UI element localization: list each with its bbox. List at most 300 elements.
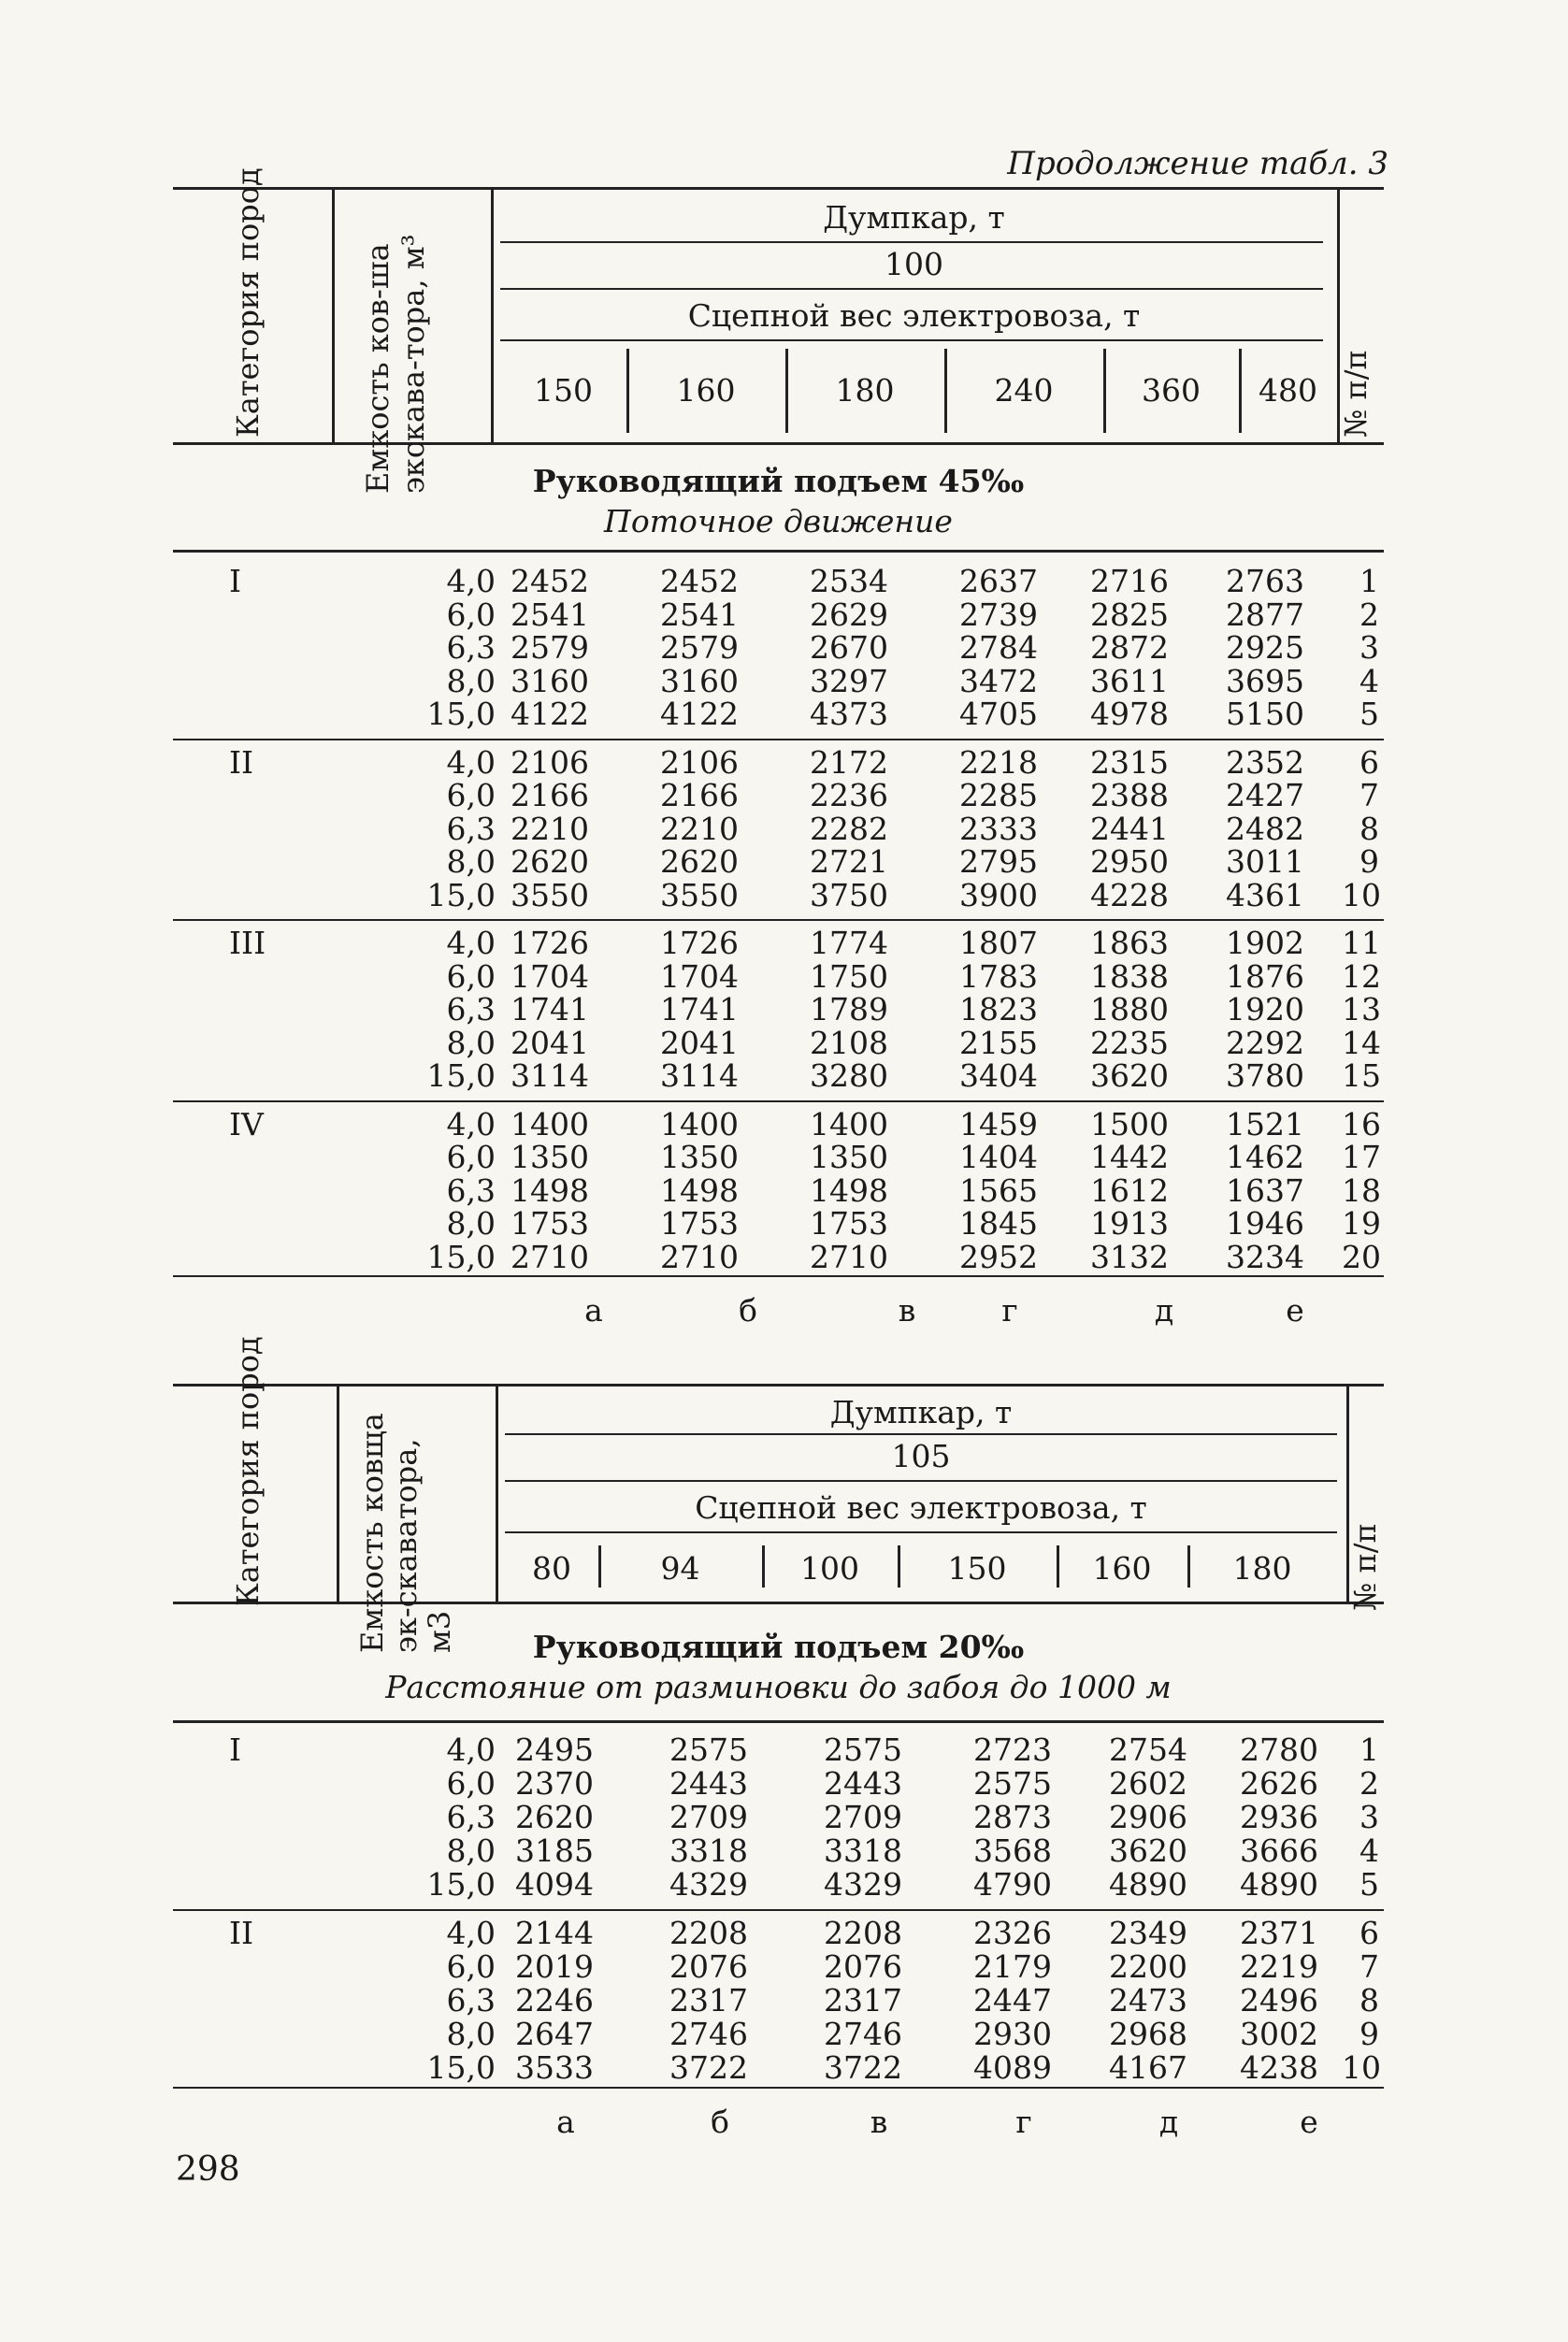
row-number-cell: 1 (1359, 1731, 1379, 1768)
row-number-cell: 9 (1359, 843, 1379, 880)
bucket-capacity-cell: 4,0 (446, 563, 496, 599)
column-letter: г (1001, 1292, 1018, 1329)
value-cell: 2210 (511, 810, 589, 847)
value-cell: 4373 (810, 696, 888, 732)
dumpcar-header: Думпкар, т (823, 199, 1005, 236)
value-cell: 2452 (660, 563, 739, 599)
value-cell: 2739 (959, 596, 1038, 633)
table-row (173, 743, 1384, 781)
row-number-cell: 7 (1359, 1948, 1379, 1985)
value-cell: 1876 (1226, 957, 1304, 995)
value-cell: 3114 (660, 1057, 739, 1094)
value-cell: 1726 (511, 925, 589, 961)
value-cell: 1637 (1226, 1171, 1304, 1209)
section-subtitle: Поточное движение (604, 503, 953, 539)
table-row (173, 2016, 1384, 2052)
value-cell: 1838 (1090, 957, 1169, 995)
locomotive-weight-header: Сцепной вес электровоза, т (687, 297, 1141, 334)
value-cell: 2575 (824, 1731, 902, 1768)
value-cell: 2388 (1090, 777, 1169, 813)
bucket-capacity-cell: 8,0 (446, 2016, 496, 2052)
table-row (173, 1982, 1384, 2019)
value-cell: 2473 (1109, 1982, 1187, 2019)
value-cell: 1741 (660, 991, 739, 1027)
bucket-capacity-cell: 4,0 (446, 925, 496, 961)
bucket-capacity-cell: 8,0 (446, 1024, 496, 1061)
table-row (173, 1106, 1384, 1140)
row-number-cell: 17 (1342, 1139, 1381, 1175)
bucket-capacity-cell: 6,0 (446, 777, 496, 813)
category-label: I (229, 1731, 242, 1768)
value-cell: 1807 (959, 925, 1038, 961)
value-cell: 4094 (515, 1866, 594, 1903)
column-letter: д (1158, 2104, 1179, 2140)
weight-col-d: 240 (994, 372, 1054, 409)
value-cell: 3280 (810, 1057, 888, 1094)
value-cell: 2709 (824, 1799, 902, 1835)
column-letter: е (1286, 1292, 1304, 1329)
row-number-cell: 11 (1342, 925, 1381, 961)
table-row (173, 596, 1384, 633)
category-label: III (229, 925, 266, 961)
value-cell: 4890 (1109, 1866, 1187, 1903)
value-cell: 3011 (1226, 843, 1304, 880)
row-number-cell: 8 (1359, 810, 1379, 847)
table-row (173, 1731, 1384, 1768)
bucket-capacity-cell: 4,0 (446, 743, 496, 781)
value-cell: 4361 (1226, 876, 1304, 913)
value-cell: 2620 (515, 1799, 594, 1835)
value-cell: 3404 (959, 1057, 1038, 1094)
value-cell: 1521 (1226, 1105, 1304, 1142)
value-cell: 2710 (810, 1238, 888, 1275)
value-cell: 3722 (824, 2049, 902, 2086)
table-row (173, 663, 1384, 697)
value-cell: 1612 (1090, 1171, 1169, 1209)
value-cell: 1565 (959, 1171, 1038, 1209)
value-cell: 2670 (810, 629, 888, 666)
value-cell: 2541 (660, 596, 739, 633)
value-cell: 2179 (973, 1948, 1052, 1985)
weight-col-f: 180 (1232, 1550, 1292, 1587)
value-cell: 1753 (511, 1205, 589, 1242)
value-cell: 2930 (973, 2016, 1052, 2052)
table-row (173, 563, 1384, 599)
bucket-capacity-cell: 6,3 (446, 1171, 496, 1209)
page-number: 298 (176, 2150, 240, 2189)
value-cell: 2235 (1090, 1024, 1169, 1061)
bucket-capacity-cell: 15,0 (426, 2049, 496, 2086)
value-cell: 1753 (810, 1205, 888, 1242)
value-cell: 2076 (669, 1948, 748, 1985)
value-cell: 2925 (1226, 629, 1304, 666)
value-cell: 1753 (660, 1205, 739, 1242)
value-cell: 3780 (1226, 1057, 1304, 1094)
row-number-cell: 16 (1342, 1105, 1381, 1142)
value-cell: 3114 (511, 1057, 589, 1094)
row-number-cell: 10 (1342, 2049, 1381, 2086)
value-cell: 3160 (511, 662, 589, 699)
value-cell: 2443 (824, 1765, 902, 1802)
row-number-cell: 7 (1359, 777, 1379, 813)
value-cell: 2877 (1226, 596, 1304, 633)
bucket-capacity-cell: 6,0 (446, 1948, 496, 1985)
table-1 (173, 167, 1384, 1356)
table-row (173, 991, 1384, 1025)
value-cell: 1902 (1226, 925, 1304, 961)
table-row (173, 925, 1384, 961)
row-number-header: № п/п (1338, 350, 1374, 438)
bucket-capacity-cell: 6,3 (446, 1982, 496, 2019)
value-cell: 3568 (973, 1832, 1052, 1869)
value-cell: 3533 (515, 2049, 594, 2086)
value-cell: 3620 (1109, 1832, 1187, 1869)
table-row (173, 1866, 1384, 1903)
category-header: Категория пород (230, 1336, 266, 1606)
value-cell: 1913 (1090, 1205, 1169, 1242)
bucket-capacity-cell: 6,0 (446, 1139, 496, 1175)
bucket-capacity-cell: 15,0 (426, 1866, 496, 1903)
value-cell: 3750 (810, 876, 888, 913)
row-number-cell: 14 (1342, 1024, 1381, 1061)
value-cell: 2873 (973, 1799, 1052, 1835)
row-number-cell: 9 (1359, 2016, 1379, 2052)
value-cell: 2371 (1240, 1915, 1318, 1951)
category-label: I (229, 563, 242, 599)
value-cell: 1863 (1090, 925, 1169, 961)
weight-col-b: 160 (676, 372, 736, 409)
dumpcar-capacity: 100 (885, 246, 943, 282)
value-cell: 3472 (959, 662, 1038, 699)
value-cell: 2352 (1226, 743, 1304, 781)
value-cell: 1880 (1090, 991, 1169, 1027)
value-cell: 1946 (1226, 1205, 1304, 1242)
bucket-capacity-header: Емкость ков-ша экскава-тора, м³ (360, 234, 431, 494)
value-cell: 2496 (1240, 1982, 1318, 2019)
value-cell: 1741 (511, 991, 589, 1027)
table-row (173, 1205, 1384, 1242)
value-cell: 3002 (1240, 2016, 1318, 2052)
value-cell: 2317 (824, 1982, 902, 2019)
row-number-cell: 18 (1342, 1171, 1381, 1209)
value-cell: 2952 (959, 1238, 1038, 1275)
table-row (173, 1765, 1384, 1802)
value-cell: 2968 (1109, 2016, 1187, 2052)
value-cell: 3132 (1090, 1238, 1169, 1275)
weight-col-e: 160 (1092, 1550, 1152, 1587)
value-cell: 2754 (1109, 1731, 1187, 1768)
value-cell: 1823 (959, 991, 1038, 1027)
bucket-capacity-cell: 6,0 (446, 957, 496, 995)
value-cell: 2723 (973, 1731, 1052, 1768)
value-cell: 3722 (669, 2049, 748, 2086)
value-cell: 2784 (959, 629, 1038, 666)
value-cell: 2427 (1226, 777, 1304, 813)
locomotive-weight-header: Сцепной вес электровоза, т (695, 1489, 1147, 1526)
value-cell: 4790 (973, 1866, 1052, 1903)
value-cell: 4705 (959, 696, 1038, 732)
value-cell: 2482 (1226, 810, 1304, 847)
value-cell: 3620 (1090, 1057, 1169, 1094)
value-cell: 2166 (511, 777, 589, 813)
value-cell: 2872 (1090, 629, 1169, 666)
bucket-capacity-cell: 6,3 (446, 629, 496, 666)
value-cell: 1350 (660, 1139, 739, 1175)
category-label: II (229, 1915, 254, 1951)
value-cell: 2534 (810, 563, 888, 599)
row-number-cell: 4 (1359, 1832, 1379, 1869)
column-letter: г (1015, 2104, 1032, 2140)
table-row (173, 1024, 1384, 1061)
value-cell: 2282 (810, 810, 888, 847)
value-cell: 4329 (824, 1866, 902, 1903)
value-cell: 2936 (1240, 1799, 1318, 1835)
bucket-capacity-cell: 8,0 (446, 1832, 496, 1869)
table-row (173, 1238, 1384, 1275)
bucket-capacity-cell: 15,0 (426, 876, 496, 913)
value-cell: 2200 (1109, 1948, 1187, 1985)
bucket-capacity-cell: 15,0 (426, 1238, 496, 1275)
value-cell: 2166 (660, 777, 739, 813)
value-cell: 2825 (1090, 596, 1169, 633)
bucket-capacity-cell: 6,0 (446, 1765, 496, 1802)
bucket-capacity-cell: 8,0 (446, 843, 496, 880)
table-row (173, 1948, 1384, 1985)
row-number-cell: 3 (1359, 629, 1379, 666)
value-cell: 2041 (660, 1024, 739, 1061)
table-caption: Продолжение табл. 3 (1007, 145, 1388, 182)
value-cell: 1774 (810, 925, 888, 961)
value-cell: 2210 (660, 810, 739, 847)
value-cell: 2541 (511, 596, 589, 633)
value-cell: 2629 (810, 596, 888, 633)
value-cell: 2620 (511, 843, 589, 880)
category-label: II (229, 743, 254, 781)
value-cell: 2285 (959, 777, 1038, 813)
value-cell: 2370 (515, 1765, 594, 1802)
value-cell: 2746 (669, 2016, 748, 2052)
value-cell: 3550 (511, 876, 589, 913)
value-cell: 2710 (511, 1238, 589, 1275)
value-cell: 1704 (511, 957, 589, 995)
column-letter: б (711, 2104, 729, 2140)
section-title: Руководящий подъем 20‰ (532, 1629, 1025, 1665)
weight-col-f: 480 (1259, 372, 1317, 409)
row-number-header: № п/п (1347, 1523, 1383, 1611)
value-cell: 2709 (669, 1799, 748, 1835)
value-cell: 2763 (1226, 563, 1304, 599)
value-cell: 1704 (660, 957, 739, 995)
value-cell: 4329 (669, 1866, 748, 1903)
row-number-cell: 20 (1342, 1238, 1381, 1275)
section-subtitle: Расстояние от разминовки до забоя до 1000 м (385, 1669, 1172, 1705)
value-cell: 2647 (515, 2016, 594, 2052)
row-number-cell: 8 (1359, 1982, 1379, 2019)
value-cell: 1400 (660, 1105, 739, 1142)
bucket-capacity-cell: 15,0 (426, 696, 496, 732)
dumpcar-header: Думпкар, т (829, 1394, 1013, 1430)
row-number-cell: 6 (1359, 743, 1379, 781)
value-cell: 1789 (810, 991, 888, 1027)
value-cell: 2208 (824, 1915, 902, 1951)
row-number-cell: 3 (1359, 1799, 1379, 1835)
value-cell: 3160 (660, 662, 739, 699)
table-row (173, 1057, 1384, 1094)
value-cell: 2106 (660, 743, 739, 781)
value-cell: 4238 (1240, 2049, 1318, 2086)
value-cell: 1500 (1090, 1105, 1169, 1142)
value-cell: 2637 (959, 563, 1038, 599)
value-cell: 1845 (959, 1205, 1038, 1242)
weight-col-b: 94 (660, 1550, 700, 1587)
value-cell: 2579 (660, 629, 739, 666)
bucket-capacity-header: Емкость ковща эк-скаватора, м3 (354, 1413, 457, 1653)
category-label: IV (229, 1105, 264, 1142)
value-cell: 2795 (959, 843, 1038, 880)
value-cell: 2710 (660, 1238, 739, 1275)
value-cell: 2950 (1090, 843, 1169, 880)
table-row (173, 1832, 1384, 1869)
value-cell: 4890 (1240, 1866, 1318, 1903)
column-letter: д (1154, 1292, 1174, 1329)
row-number-cell: 12 (1342, 957, 1381, 995)
table-row (173, 1915, 1384, 1951)
value-cell: 2579 (511, 629, 589, 666)
value-cell: 3297 (810, 662, 888, 699)
value-cell: 2218 (959, 743, 1038, 781)
value-cell: 2236 (810, 777, 888, 813)
value-cell: 2780 (1240, 1731, 1318, 1768)
bucket-capacity-cell: 4,0 (446, 1731, 496, 1768)
value-cell: 2746 (824, 2016, 902, 2052)
weight-col-d: 150 (947, 1550, 1007, 1587)
weight-col-a: 150 (534, 372, 593, 409)
table-row (173, 629, 1384, 666)
value-cell: 3550 (660, 876, 739, 913)
value-cell: 2443 (669, 1765, 748, 1802)
table-row (173, 1171, 1384, 1209)
column-letter: в (898, 1292, 916, 1329)
value-cell: 3318 (669, 1832, 748, 1869)
value-cell: 2602 (1109, 1765, 1187, 1802)
value-cell: 1750 (810, 957, 888, 995)
value-cell: 3318 (824, 1832, 902, 1869)
value-cell: 2447 (973, 1982, 1052, 2019)
table-row (173, 777, 1384, 811)
row-number-cell: 13 (1342, 991, 1381, 1027)
bucket-capacity-cell: 4,0 (446, 1915, 496, 1951)
row-number-cell: 5 (1359, 696, 1379, 732)
row-number-cell: 19 (1342, 1205, 1381, 1242)
column-letter: а (584, 1292, 603, 1329)
table-row (173, 1139, 1384, 1175)
value-cell: 4122 (511, 696, 589, 732)
value-cell: 2716 (1090, 563, 1169, 599)
value-cell: 2441 (1090, 810, 1169, 847)
weight-col-c: 100 (800, 1550, 859, 1587)
value-cell: 2906 (1109, 1799, 1187, 1835)
value-cell: 2208 (669, 1915, 748, 1951)
value-cell: 2076 (824, 1948, 902, 1985)
table-row (173, 1799, 1384, 1835)
row-number-cell: 2 (1359, 596, 1379, 633)
value-cell: 2326 (973, 1915, 1052, 1951)
value-cell: 1442 (1090, 1139, 1169, 1175)
value-cell: 1498 (660, 1171, 739, 1209)
bucket-capacity-cell: 6,3 (446, 991, 496, 1027)
value-cell: 2626 (1240, 1765, 1318, 1802)
value-cell: 3611 (1090, 662, 1169, 699)
bucket-capacity-cell: 15,0 (426, 1057, 496, 1094)
value-cell: 2292 (1226, 1024, 1304, 1061)
column-letter: е (1300, 2104, 1318, 2140)
value-cell: 2144 (515, 1915, 594, 1951)
dumpcar-capacity: 105 (891, 1438, 951, 1474)
category-header: Категория пород (230, 167, 266, 438)
value-cell: 2333 (959, 810, 1038, 847)
value-cell: 2620 (660, 843, 739, 880)
row-number-cell: 2 (1359, 1765, 1379, 1802)
value-cell: 2575 (973, 1765, 1052, 1802)
bucket-capacity-cell: 4,0 (446, 1105, 496, 1142)
row-number-cell: 15 (1342, 1057, 1381, 1094)
value-cell: 2315 (1090, 743, 1169, 781)
value-cell: 1350 (810, 1139, 888, 1175)
value-cell: 1462 (1226, 1139, 1304, 1175)
row-number-cell: 1 (1359, 563, 1379, 599)
value-cell: 2108 (810, 1024, 888, 1061)
weight-col-a: 80 (532, 1550, 571, 1587)
table-row (173, 957, 1384, 995)
table-row (173, 2049, 1384, 2086)
value-cell: 2246 (515, 1982, 594, 2019)
weight-col-e: 360 (1142, 372, 1201, 409)
bucket-capacity-cell: 8,0 (446, 1205, 496, 1242)
value-cell: 5150 (1226, 696, 1304, 732)
value-cell: 3900 (959, 876, 1038, 913)
value-cell: 1726 (660, 925, 739, 961)
value-cell: 1404 (959, 1139, 1038, 1175)
value-cell: 4978 (1090, 696, 1169, 732)
value-cell: 2721 (810, 843, 888, 880)
table-2 (173, 1336, 1384, 2140)
section-title: Руководящий подъем 45‰ (532, 463, 1025, 499)
value-cell: 4122 (660, 696, 739, 732)
bucket-capacity-cell: 6,3 (446, 1799, 496, 1835)
value-cell: 2019 (515, 1948, 594, 1985)
bucket-capacity-cell: 6,3 (446, 810, 496, 847)
value-cell: 3185 (515, 1832, 594, 1869)
value-cell: 2349 (1109, 1915, 1187, 1951)
bucket-capacity-cell: 8,0 (446, 662, 496, 699)
value-cell: 2317 (669, 1982, 748, 2019)
value-cell: 1920 (1226, 991, 1304, 1027)
bucket-capacity-cell: 6,0 (446, 596, 496, 633)
table-row (173, 810, 1384, 847)
value-cell: 2575 (669, 1731, 748, 1768)
value-cell: 4228 (1090, 876, 1169, 913)
value-cell: 1498 (810, 1171, 888, 1209)
row-number-cell: 5 (1359, 1866, 1379, 1903)
value-cell: 3234 (1226, 1238, 1304, 1275)
column-letter: а (556, 2104, 575, 2140)
value-cell: 2106 (511, 743, 589, 781)
value-cell: 2172 (810, 743, 888, 781)
value-cell: 4167 (1109, 2049, 1187, 2086)
value-cell: 1350 (511, 1139, 589, 1175)
table-row (173, 696, 1384, 732)
value-cell: 2495 (515, 1731, 594, 1768)
